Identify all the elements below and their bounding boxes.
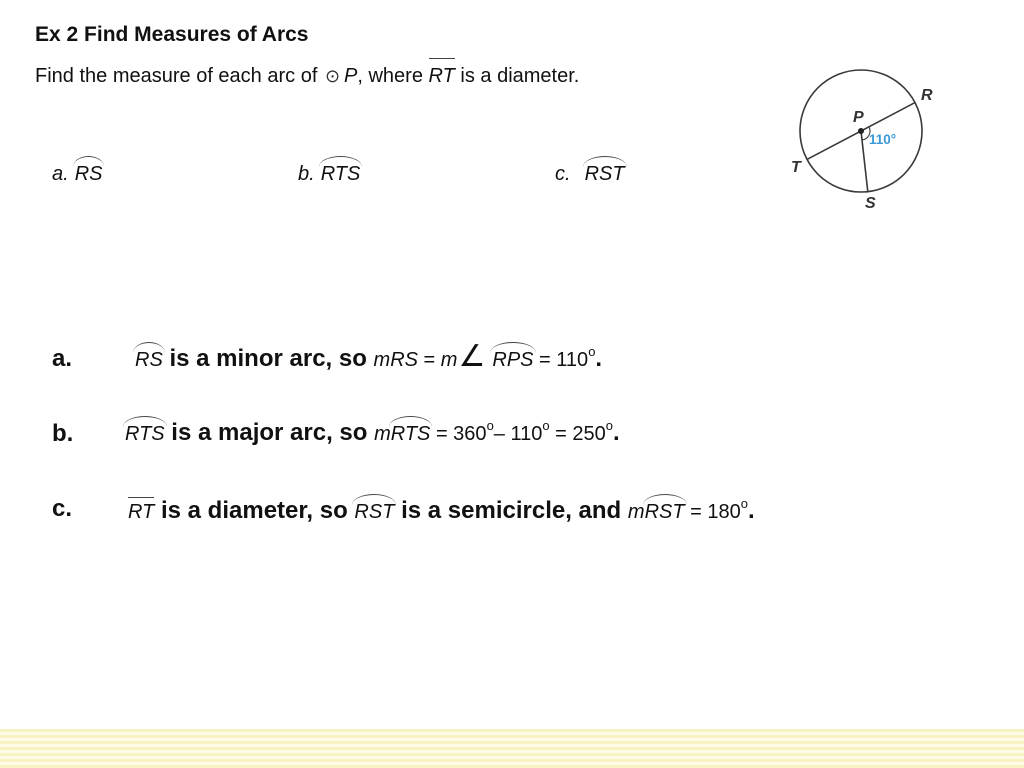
measure-m: m (374, 423, 391, 445)
equals-sign: = (418, 349, 441, 371)
degree-mark: o (486, 418, 494, 433)
instruction-text-start: Find the measure of each arc of (35, 65, 323, 87)
diameter-segment-rt: RT (428, 65, 455, 87)
question-arc: RST (584, 163, 625, 185)
answer-a-label: a. (52, 345, 73, 372)
degree-mark: o (740, 496, 748, 511)
question-c (555, 162, 625, 186)
slide-title: Ex 2 Find Measures of Arcs (35, 23, 309, 46)
question-a (52, 162, 102, 186)
value-text: = 250 (549, 423, 606, 445)
circle-diagram (785, 65, 945, 215)
value-text: = 360 (430, 423, 487, 445)
question-b (298, 162, 360, 186)
arc-rts: RTS (125, 423, 165, 445)
instruction-text-middle: , where (357, 65, 429, 87)
answer-text: is a major arc, so (164, 419, 375, 446)
circle-name: P (344, 65, 358, 87)
answer-text: is a diameter, so (154, 497, 355, 524)
label-point-s: S (865, 195, 876, 212)
period: . (747, 497, 755, 524)
circle-dot-icon: ⊙ (324, 66, 341, 87)
answer-a-line (135, 339, 603, 376)
answer-c-label: c. (52, 495, 73, 522)
question-label: b. (298, 163, 315, 185)
footer-band (0, 729, 1024, 768)
value-text: = 110 (533, 349, 589, 371)
segment-rt: RT (128, 501, 155, 523)
arc-rts: RTS (390, 423, 431, 445)
answer-b-line (125, 417, 620, 450)
degree-mark: o (542, 418, 550, 433)
answer-c-line (128, 495, 755, 528)
value-text: – 110 (493, 423, 543, 445)
label-center-p: P (853, 109, 864, 126)
question-arc: RS (74, 163, 103, 185)
degree-mark: o (605, 418, 614, 433)
measure-m: m (440, 349, 458, 371)
measure-expression: mRS (373, 349, 418, 371)
arc-rst: RST (354, 501, 395, 523)
degree-mark: o (588, 344, 596, 359)
center-point-p (858, 128, 864, 134)
arc-rst: RST (644, 501, 685, 523)
question-arc: RTS (320, 163, 361, 185)
question-label: c. (555, 163, 571, 185)
arc-rps: RPS (492, 349, 534, 371)
answer-b-label: b. (52, 420, 74, 447)
value-text: = 180 (684, 501, 741, 523)
answer-text: is a semicircle, and (394, 497, 628, 524)
period: . (595, 345, 603, 372)
instruction-line (35, 64, 579, 89)
label-point-t: T (791, 159, 801, 176)
instruction-text-end: is a diameter. (454, 65, 580, 87)
angle-label: 110° (869, 132, 897, 147)
label-point-r: R (921, 87, 933, 104)
arc-rs: RS (135, 349, 163, 371)
period: . (613, 419, 620, 446)
answer-text: is a minor arc, so (162, 345, 374, 372)
measure-m: m (627, 501, 645, 523)
question-label: a. (52, 163, 69, 185)
angle-symbol-icon: ∠ (458, 339, 486, 374)
